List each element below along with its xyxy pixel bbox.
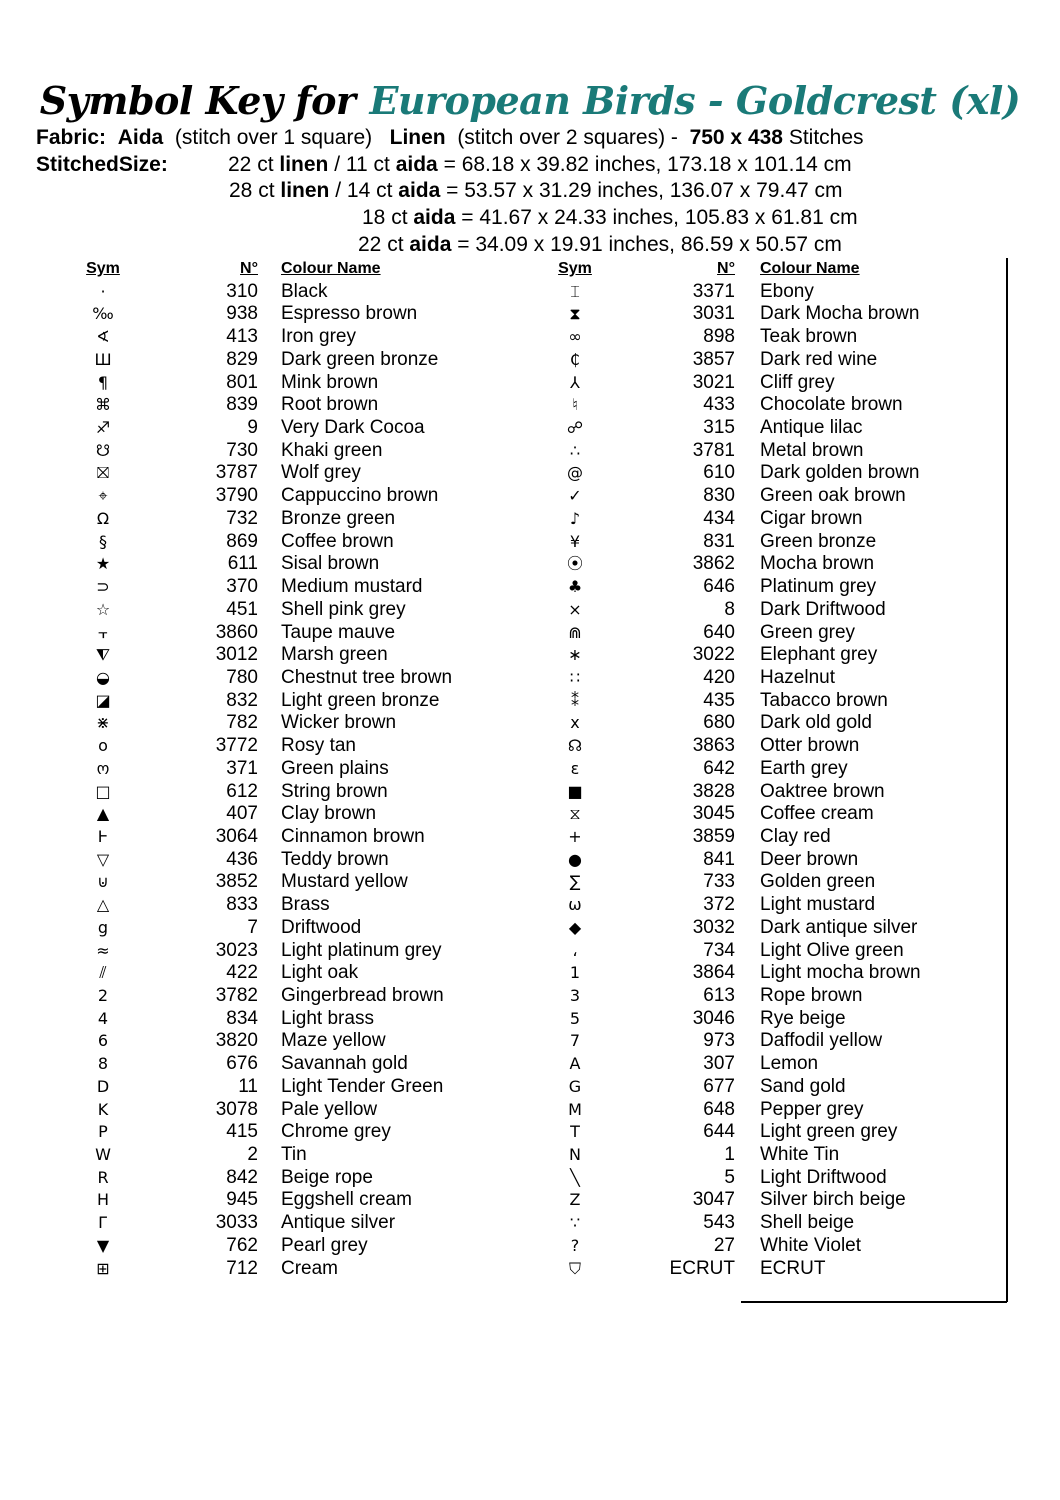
thread-number: 801 xyxy=(226,371,258,393)
thread-number: 833 xyxy=(226,894,258,916)
thread-number: 646 xyxy=(703,576,735,598)
symbol-icon: ▲ xyxy=(96,804,110,824)
colour-name: Brass xyxy=(281,894,330,916)
thread-number: 644 xyxy=(703,1121,735,1143)
thread-number: 1 xyxy=(724,1144,735,1166)
thread-number: 3820 xyxy=(215,1030,258,1052)
symbol-icon: ⧖ xyxy=(569,804,581,824)
colour-name: Dark old gold xyxy=(760,712,872,734)
thread-number: 3078 xyxy=(215,1098,258,1120)
colour-name: Medium mustard xyxy=(281,576,423,598)
colour-name: Maze yellow xyxy=(281,1030,386,1052)
colour-name: Chestnut tree brown xyxy=(281,666,453,688)
symbol-icon: N xyxy=(569,1145,581,1165)
header-sym: Sym xyxy=(558,260,592,277)
symbol-icon: Г xyxy=(98,1213,108,1233)
thread-number: 830 xyxy=(703,485,735,507)
thread-number: 610 xyxy=(703,462,735,484)
symbol-icon: ≈ xyxy=(96,940,110,960)
symbol-icon: ⅄ xyxy=(570,372,580,392)
colour-name: Marsh green xyxy=(281,644,388,666)
symbol-icon: ? xyxy=(570,1235,580,1255)
header-num: N° xyxy=(717,260,735,277)
colour-name: Dark Mocha brown xyxy=(760,303,920,325)
symbol-icon: ، xyxy=(572,940,578,960)
colour-name: Chrome grey xyxy=(281,1121,391,1143)
symbol-icon: ⫟ xyxy=(98,622,108,642)
thread-number: 3782 xyxy=(215,985,258,1006)
thread-number: 841 xyxy=(703,848,735,870)
symbol-icon: ⊃ xyxy=(96,577,110,597)
colour-name: Cinnamon brown xyxy=(281,825,425,847)
thread-number: 415 xyxy=(226,1121,258,1143)
colour-name: Shell pink grey xyxy=(281,598,406,620)
thread-number: 831 xyxy=(703,530,735,552)
symbol-icon: ♮ xyxy=(572,395,578,415)
thread-number: 307 xyxy=(703,1053,735,1075)
colour-name: Sand gold xyxy=(760,1075,846,1097)
colour-name: White Tin xyxy=(760,1144,840,1166)
colour-name: Espresso brown xyxy=(281,303,418,325)
colour-name: Sisal brown xyxy=(281,553,380,575)
colour-name: Golden green xyxy=(760,871,876,893)
symbol-icon: Ш xyxy=(94,349,112,369)
symbol-icon: Z xyxy=(569,1190,581,1210)
colour-name: Daffodil yellow xyxy=(760,1030,883,1052)
symbol-icon: Ⱶ xyxy=(97,826,109,846)
thread-number: 712 xyxy=(226,1257,258,1279)
thread-number: 9 xyxy=(247,417,258,439)
thread-number: 762 xyxy=(226,1234,258,1256)
colour-name: Light Tender Green xyxy=(281,1075,444,1097)
thread-number: 3860 xyxy=(215,621,258,643)
colour-name: Savannah gold xyxy=(281,1053,408,1075)
thread-number: 11 xyxy=(238,1075,258,1097)
stitches-label: Stitches xyxy=(788,126,864,149)
colour-name: Very Dark Cocoa xyxy=(281,417,425,439)
thread-number: 676 xyxy=(226,1053,258,1075)
symbol-icon: ⧗ xyxy=(569,304,581,324)
thread-number: 3046 xyxy=(692,1007,735,1029)
symbol-icon: ∴ xyxy=(569,440,581,460)
stitch-count: 750 x 438 xyxy=(689,126,783,149)
colour-name: Wolf grey xyxy=(281,462,361,484)
thread-number: 613 xyxy=(703,985,735,1006)
thread-number: 782 xyxy=(226,712,258,734)
colour-name: Light green grey xyxy=(760,1121,898,1143)
symbol-icon: ⛉ xyxy=(568,1258,581,1278)
symbol-icon: 5 xyxy=(569,1008,581,1028)
colour-name: Dark golden brown xyxy=(760,462,920,484)
colour-name: Hazelnut xyxy=(760,666,835,688)
colour-name: Light Driftwood xyxy=(760,1166,887,1188)
symbol-icon: ⋇ xyxy=(96,713,110,733)
symbol-icon: ◆ xyxy=(568,917,582,937)
fabric-aida-note: (stitch over 1 square) xyxy=(174,126,373,149)
right-border-line xyxy=(1006,258,1008,1302)
symbol-icon: ▽ xyxy=(96,849,110,869)
symbol-icon: ☆ xyxy=(95,599,111,619)
symbol-icon: 2 xyxy=(97,986,109,1005)
thread-number: 3863 xyxy=(692,735,735,757)
thread-number: 3859 xyxy=(692,825,735,847)
thread-number: 2 xyxy=(247,1144,258,1166)
symbol-icon: ◒ xyxy=(96,667,110,687)
colour-name: Coffee brown xyxy=(281,530,394,552)
colour-name: Green bronze xyxy=(760,530,877,552)
header-colour-name: Colour Name xyxy=(281,260,381,277)
colour-name: Platinum grey xyxy=(760,576,877,598)
stitched-size-line-1: 22 ct linen / 11 ct aida = 68.18 x 39.82 inches, 173.18 x 101.14 cm xyxy=(228,153,852,176)
symbol-icon: G xyxy=(568,1076,582,1096)
thread-number: 3064 xyxy=(215,825,258,847)
colour-name: Light platinum grey xyxy=(281,939,442,961)
colour-name: Wicker brown xyxy=(281,712,397,734)
thread-number: 3862 xyxy=(692,553,735,575)
thread-number: 680 xyxy=(703,712,735,734)
symbol-icon: R xyxy=(97,1167,109,1187)
fabric-line xyxy=(36,125,864,151)
colour-name: Antique lilac xyxy=(760,417,863,439)
symbol-icon: ⁑ xyxy=(571,690,579,710)
colour-name: Bronze green xyxy=(281,507,396,529)
symbol-icon: ⌶ xyxy=(570,281,580,301)
symbol-icon: ⌘ xyxy=(95,395,111,415)
stitched-size-line-4: 22 ct aida = 34.09 x 19.91 inches, 86.59 x 50.57 cm xyxy=(358,233,842,256)
thread-number: 3031 xyxy=(692,303,735,325)
symbol-icon: ⊞ xyxy=(96,1258,110,1278)
symbol-icon: x xyxy=(570,713,580,733)
colour-name: Black xyxy=(281,280,328,302)
header-colour-name: Colour Name xyxy=(760,260,860,277)
colour-name: Tin xyxy=(281,1144,307,1166)
colour-name: Coffee cream xyxy=(760,803,874,825)
symbol-icon: ⦿ xyxy=(566,554,583,574)
symbol-icon: 4 xyxy=(97,1008,109,1028)
colour-name: Tabacco brown xyxy=(760,689,888,711)
fabric-linen: Linen xyxy=(389,126,446,149)
symbol-icon: □ xyxy=(95,781,111,801)
symbol-icon: ∑ xyxy=(569,872,581,892)
thread-number: ECRUT xyxy=(669,1257,735,1279)
stitched-size-line-2: 28 ct linen / 14 ct aida = 53.57 x 31.29 inches, 136.07 x 79.47 cm xyxy=(229,179,843,202)
symbol-icon: 3 xyxy=(569,986,581,1005)
symbol-icon: ♪ xyxy=(569,508,581,528)
thread-number: 839 xyxy=(226,394,258,416)
thread-number: 3781 xyxy=(692,439,735,461)
symbol-icon: ⧨ xyxy=(95,645,111,665)
colour-name: Teak brown xyxy=(760,326,858,348)
symbol-icon: T xyxy=(570,1122,580,1142)
colour-name: Shell beige xyxy=(760,1212,855,1234)
colour-name: Dark red wine xyxy=(760,348,878,370)
symbol-icon: ● xyxy=(568,849,582,869)
thread-number: 407 xyxy=(226,803,258,825)
thread-number: 612 xyxy=(226,780,258,802)
symbol-icon: ⊍ xyxy=(97,872,109,892)
colour-name: Light mocha brown xyxy=(760,962,921,984)
colour-name: Chocolate brown xyxy=(760,394,903,416)
colour-name: Light Olive green xyxy=(760,939,904,961)
colour-name: Silver birch beige xyxy=(760,1189,906,1211)
title-prefix: Symbol Key for xyxy=(39,78,356,123)
thread-number: 3772 xyxy=(215,735,258,757)
colour-name: Khaki green xyxy=(281,439,383,461)
thread-number: 434 xyxy=(703,507,735,529)
colour-name: Green oak brown xyxy=(760,485,906,507)
colour-name: Dark green bronze xyxy=(281,348,439,370)
thread-number: 3012 xyxy=(215,644,258,666)
symbol-icon: ☋ xyxy=(95,440,111,460)
colour-name: Lemon xyxy=(760,1053,819,1075)
thread-number: 8 xyxy=(724,598,735,620)
thread-number: 834 xyxy=(226,1007,258,1029)
symbol-icon: ∵ xyxy=(569,1213,581,1233)
thread-number: 7 xyxy=(247,916,258,938)
thread-number: 3033 xyxy=(215,1212,258,1234)
symbol-icon: 7 xyxy=(569,1031,581,1051)
thread-number: 945 xyxy=(226,1189,258,1211)
symbol-icon: ო xyxy=(96,758,110,778)
thread-number: 451 xyxy=(226,598,258,620)
colour-name: Root brown xyxy=(281,394,379,416)
thread-number: 435 xyxy=(703,689,735,711)
thread-number: 734 xyxy=(703,939,735,961)
thread-number: 543 xyxy=(703,1212,735,1234)
thread-number: 3023 xyxy=(215,939,258,961)
thread-number: 3828 xyxy=(692,780,735,802)
symbol-icon: ¥ xyxy=(569,531,581,551)
colour-name: Ebony xyxy=(760,280,814,302)
colour-name: Light green bronze xyxy=(281,689,440,711)
fabric-aida: Aida xyxy=(117,126,164,149)
symbol-icon: ε xyxy=(570,758,580,778)
thread-number: 372 xyxy=(703,894,735,916)
symbol-icon: A xyxy=(569,1054,581,1074)
colour-name: Light brass xyxy=(281,1007,374,1029)
symbol-icon: ⫽ xyxy=(99,963,107,983)
header-sym: Sym xyxy=(86,260,120,277)
thread-number: 732 xyxy=(226,507,258,529)
symbol-icon: ✓ xyxy=(568,486,582,506)
thread-number: 832 xyxy=(226,689,258,711)
fabric-linen-note: (stitch over 2 squares) - xyxy=(457,126,678,149)
colour-name: Pepper grey xyxy=(760,1098,864,1120)
thread-number: 3857 xyxy=(692,348,735,370)
colour-name: Taupe mauve xyxy=(281,621,396,643)
colour-name: Green plains xyxy=(281,757,389,779)
symbol-icon: 1 xyxy=(569,963,581,983)
thread-number: 640 xyxy=(703,621,735,643)
thread-number: 938 xyxy=(226,303,258,325)
symbol-icon: D xyxy=(96,1076,110,1096)
colour-name: Mustard yellow xyxy=(281,871,408,893)
thread-number: 3787 xyxy=(215,462,258,484)
symbol-icon: · xyxy=(100,281,106,301)
colour-name: Dark antique silver xyxy=(760,916,918,938)
symbol-icon: P xyxy=(98,1122,108,1142)
colour-name: Clay brown xyxy=(281,803,377,825)
thread-number: 780 xyxy=(226,666,258,688)
thread-number: 973 xyxy=(703,1030,735,1052)
page-title xyxy=(0,78,1060,123)
thread-number: 869 xyxy=(226,530,258,552)
thread-number: 436 xyxy=(226,848,258,870)
colour-name: Cream xyxy=(281,1257,339,1279)
thread-number: 422 xyxy=(226,962,258,984)
symbol-icon: K xyxy=(97,1099,109,1119)
symbol-icon: ₵ xyxy=(569,349,581,369)
thread-number: 370 xyxy=(226,576,258,598)
thread-number: 433 xyxy=(703,394,735,416)
thread-number: 371 xyxy=(226,757,258,779)
symbol-icon: 6 xyxy=(97,1031,109,1051)
symbol-icon: ⋒ xyxy=(568,622,582,642)
symbol-icon: ▼ xyxy=(96,1235,110,1255)
colour-name: ECRUT xyxy=(760,1257,826,1279)
colour-name: Gingerbread brown xyxy=(281,985,444,1006)
thread-number: 3864 xyxy=(692,962,735,984)
symbol-icon: ⛝ xyxy=(96,463,110,483)
thread-number: 27 xyxy=(713,1234,735,1256)
colour-name: Rye beige xyxy=(760,1007,846,1029)
symbol-icon: △ xyxy=(96,895,110,915)
colour-name: Clay red xyxy=(760,825,831,847)
colour-name: Earth grey xyxy=(760,757,848,779)
colour-name: Dark Driftwood xyxy=(760,598,886,620)
colour-name: Cliff grey xyxy=(760,371,835,393)
symbol-icon: g xyxy=(97,917,109,937)
stitched-size-label: StitchedSize: xyxy=(36,153,168,176)
thread-number: 413 xyxy=(226,326,258,348)
thread-number: 3852 xyxy=(215,871,258,893)
symbol-icon: o xyxy=(98,736,108,756)
symbol-icon: ∢ xyxy=(96,327,110,347)
symbol-icon: ♣ xyxy=(567,577,583,597)
symbol-icon: M xyxy=(568,1099,582,1119)
thread-number: 829 xyxy=(226,348,258,370)
colour-name: Green grey xyxy=(760,621,856,643)
symbol-icon: 8 xyxy=(97,1054,109,1074)
colour-name: Pearl grey xyxy=(281,1234,368,1256)
pattern-name: European Birds - Goldcrest (xl) xyxy=(369,78,1021,123)
colour-name: Beige rope xyxy=(281,1166,373,1188)
symbol-icon: ☍ xyxy=(566,418,584,438)
colour-name: Otter brown xyxy=(760,735,860,757)
symbol-icon: ∗ xyxy=(568,645,582,665)
symbol-icon: ⌖ xyxy=(98,486,108,506)
colour-name: Eggshell cream xyxy=(281,1189,412,1211)
symbol-icon: ‰ xyxy=(92,304,114,324)
colour-name: Rosy tan xyxy=(281,735,356,757)
symbol-icon: W xyxy=(95,1145,111,1165)
symbol-icon: ☊ xyxy=(567,736,583,756)
colour-name: String brown xyxy=(281,780,388,802)
stitched-size-line-3: 18 ct aida = 41.67 x 24.33 inches, 105.83 x 61.81 cm xyxy=(362,206,858,229)
symbol-icon: ¶ xyxy=(97,372,109,392)
colour-name: Light mustard xyxy=(760,894,876,916)
fabric-label: Fabric: xyxy=(36,126,107,149)
symbol-icon: H xyxy=(96,1190,110,1210)
symbol-icon: ⨯ xyxy=(568,599,582,619)
thread-number: 648 xyxy=(703,1098,735,1120)
colour-name: Antique silver xyxy=(281,1212,396,1234)
colour-name: Light oak xyxy=(281,962,359,984)
colour-name: Oaktree brown xyxy=(760,780,885,802)
colour-name: Mocha brown xyxy=(760,553,875,575)
colour-name: Rope brown xyxy=(760,985,863,1006)
symbol-icon: ω xyxy=(568,895,582,915)
thread-number: 3045 xyxy=(692,803,735,825)
thread-number: 842 xyxy=(226,1166,258,1188)
header-num: N° xyxy=(240,260,258,277)
symbol-icon: ◪ xyxy=(95,690,111,710)
symbol-icon: ■ xyxy=(567,781,583,801)
thread-number: 420 xyxy=(703,666,735,688)
thread-number: 730 xyxy=(226,439,258,461)
symbol-icon: ∷ xyxy=(569,667,581,687)
symbol-icon: ★ xyxy=(95,554,111,574)
colour-name: Teddy brown xyxy=(281,848,389,870)
thread-number: 733 xyxy=(703,871,735,893)
thread-number: 642 xyxy=(703,757,735,779)
thread-number: 611 xyxy=(227,553,258,575)
thread-number: 3047 xyxy=(692,1189,735,1211)
colour-name: Elephant grey xyxy=(760,644,878,666)
thread-number: 5 xyxy=(724,1166,735,1188)
thread-number: 310 xyxy=(226,280,258,302)
thread-number: 898 xyxy=(703,326,735,348)
colour-name: Cappuccino brown xyxy=(281,485,439,507)
thread-number: 3790 xyxy=(215,485,258,507)
thread-number: 315 xyxy=(703,417,735,439)
thread-number: 3032 xyxy=(692,916,735,938)
colour-name: Mink brown xyxy=(281,371,379,393)
symbol-icon: @ xyxy=(567,463,583,483)
symbol-icon: ∞ xyxy=(568,327,582,347)
colour-name: Metal brown xyxy=(760,439,864,461)
colour-name: Pale yellow xyxy=(281,1098,378,1120)
colour-name: Driftwood xyxy=(281,916,362,938)
symbol-icon: ♐ xyxy=(95,418,111,438)
symbol-icon: + xyxy=(568,826,582,846)
colour-name: Deer brown xyxy=(760,848,859,870)
bottom-border-line xyxy=(741,1301,1007,1303)
symbol-icon: Ω xyxy=(96,508,110,528)
thread-number: 3371 xyxy=(692,280,735,302)
thread-number: 677 xyxy=(703,1075,735,1097)
colour-name: White Violet xyxy=(760,1234,862,1256)
colour-name: Iron grey xyxy=(281,326,356,348)
thread-number: 3021 xyxy=(692,371,735,393)
colour-name: Cigar brown xyxy=(760,507,863,529)
thread-number: 3022 xyxy=(692,644,735,666)
symbol-icon: ╲ xyxy=(570,1167,580,1187)
symbol-icon: § xyxy=(99,531,107,551)
